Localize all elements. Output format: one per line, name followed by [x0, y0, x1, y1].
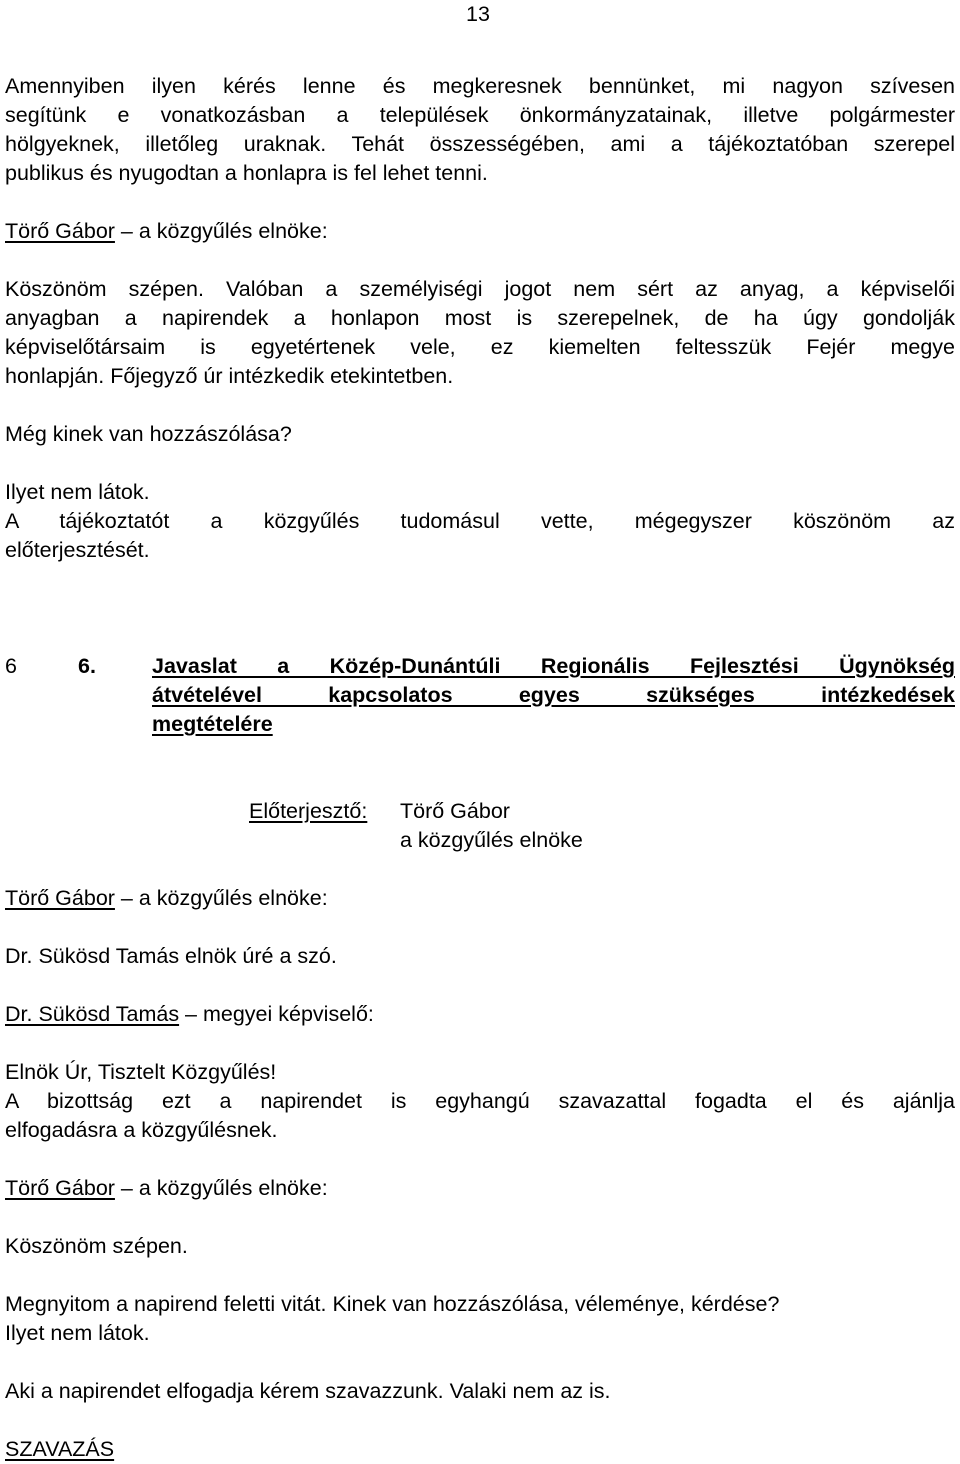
speaker-heading — [5, 1174, 328, 1203]
speaker-role: – megyei képviselő: — [179, 1002, 374, 1026]
paragraph-9: Aki a napirendet elfogadja kérem szavazzunk. Valaki nem az is. — [5, 1379, 611, 1403]
text-line: Ilyet nem látok. — [5, 480, 150, 504]
paragraph-3: Még kinek van hozzászólása? — [5, 422, 292, 446]
agenda-title-line: Javaslat a Közép-Dunántúli Regionális Fejlesztési Ügynökség — [152, 654, 955, 678]
speaker-name: Törő Gábor — [5, 1176, 115, 1200]
speaker-role: – a közgyűlés elnöke: — [114, 219, 328, 243]
vote-heading: SZAVAZÁS — [5, 1437, 115, 1461]
speaker-name: Dr. Sükösd Tamás — [5, 1002, 180, 1026]
speaker-role: – a közgyűlés elnöke: — [114, 1176, 328, 1200]
page-number: 13 — [466, 2, 490, 26]
agenda-title-line: megtételére — [152, 712, 273, 736]
text-line: segítünk e vonatkozásban a települések önkormányzatainak, illetve polgármester — [5, 103, 955, 127]
text-line: anyagban a napirendek a honlapon most is szerepelnek, de ha úgy gondolják — [5, 306, 955, 330]
paragraph-7: Köszönöm szépen. — [5, 1234, 188, 1258]
text-line: képviselőtársaim is egyetértenek vele, ez kiemelten feltesszük Fejér megye — [5, 335, 955, 359]
text-line: honlapján. Főjegyző úr intézkedik etekintetben. — [5, 364, 454, 388]
paragraph-5: Dr. Sükösd Tamás elnök úré a szó. — [5, 944, 337, 968]
agenda-number-bold: 6. — [78, 654, 96, 678]
text-line: Elnök Úr, Tisztelt Közgyűlés! — [5, 1060, 277, 1084]
speaker-name: Törő Gábor — [5, 219, 115, 243]
text-line: elfogadásra a közgyűlésnek. — [5, 1118, 278, 1142]
speaker-heading — [5, 1000, 374, 1029]
agenda-title-line: átvételével kapcsolatos egyes szükséges intézkedések — [152, 683, 955, 707]
text-line: Ilyet nem látok. — [5, 1321, 150, 1345]
agenda-number: 6 — [5, 654, 17, 678]
speaker-role: – a közgyűlés elnöke: — [114, 886, 328, 910]
presenter-label: Előterjesztő: — [249, 799, 368, 823]
text-line: előterjesztését. — [5, 538, 150, 562]
text-line: Megnyitom a napirend feletti vitát. Kinek van hozzászólása, véleménye, kérdése? — [5, 1292, 780, 1316]
text-line: A tájékoztatót a közgyűlés tudomásul vette, mégegyszer köszönöm az — [5, 509, 955, 533]
text-line: A bizottság ezt a napirendet is egyhangú szavazattal fogadta el és ajánlja — [5, 1089, 955, 1113]
speaker-heading — [5, 884, 328, 913]
text-line: Amennyiben ilyen kérés lenne és megkeresnek bennünket, mi nagyon szívesen — [5, 74, 955, 98]
text-line: hölgyeknek, illetőleg uraknak. Tehát összességében, ami a tájékoztatóban szerepel — [5, 132, 955, 156]
speaker-heading — [5, 217, 328, 246]
text-line: Köszönöm szépen. Valóban a személyiségi jogot nem sért az anyag, a képviselői — [5, 277, 955, 301]
presenter-role: a közgyűlés elnöke — [400, 828, 583, 852]
text-line: publikus és nyugodtan a honlapra is fel lehet tenni. — [5, 161, 488, 185]
presenter-name: Törő Gábor — [400, 799, 510, 823]
speaker-name: Törő Gábor — [5, 886, 115, 910]
